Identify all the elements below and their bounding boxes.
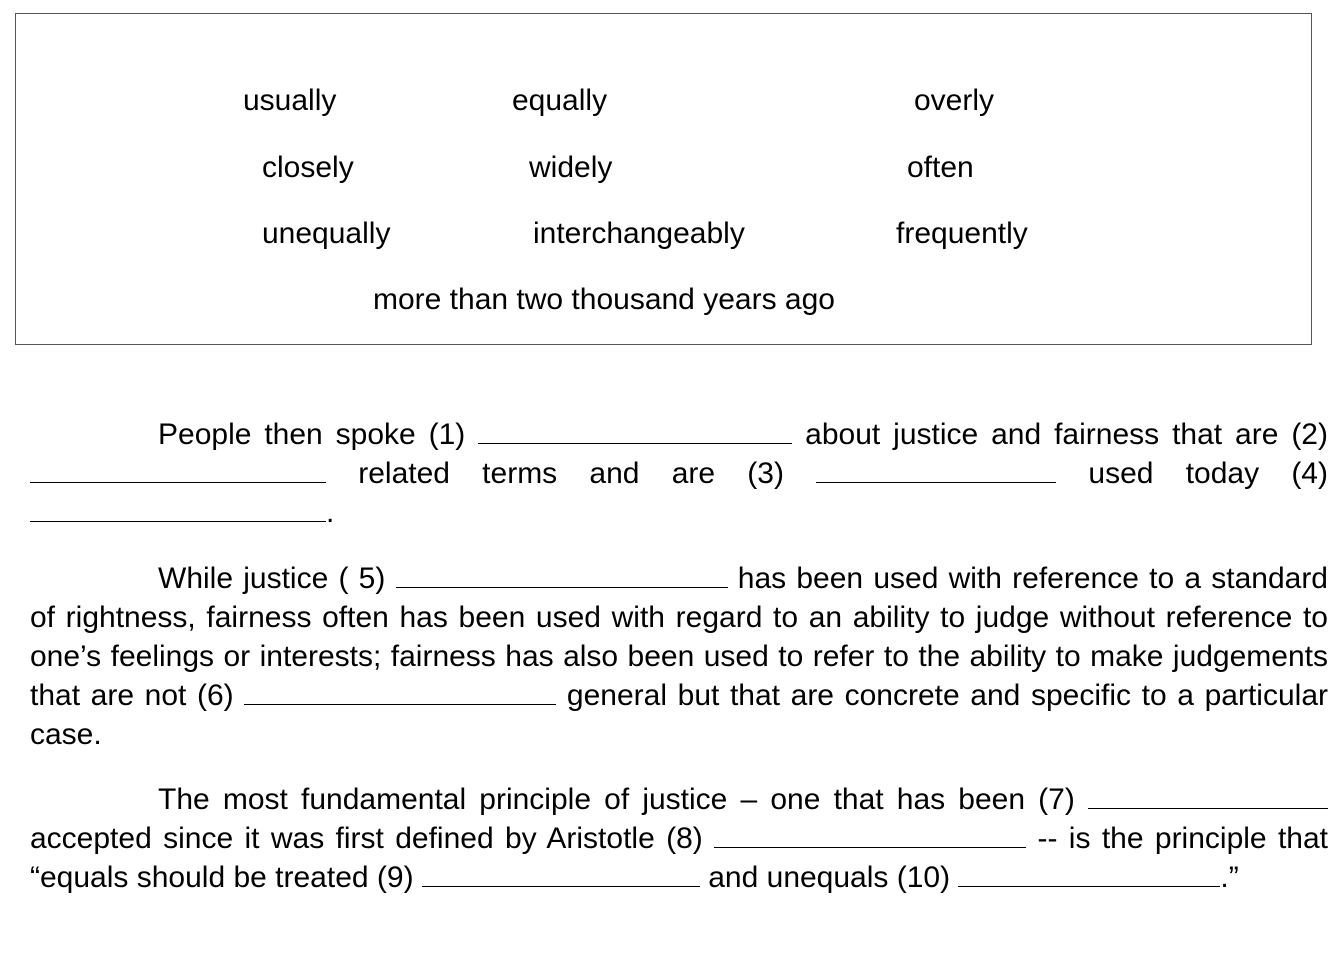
text-segment: and unequals (10) (699, 861, 959, 894)
answer-blank-3[interactable] (816, 456, 1056, 483)
paragraph-1 (30, 415, 1328, 532)
text-segment: While justice ( 5) (158, 562, 396, 595)
paragraph-2 (30, 559, 1328, 754)
text-segment: about justice and fairness that are (2) (792, 418, 1328, 451)
word-bank-item: overly (914, 84, 995, 117)
text-segment: general but that are concrete and specific to a particular case. (30, 679, 1329, 751)
text-segment: has been used with reference to a standard of rightness, fairness often has been used with regard to an ability to judge without reference to one’s feelings or interests; fairness has also been used to refer to the ability to make judgements that are not (6) (30, 562, 1328, 712)
word-bank-item: equally (512, 84, 608, 117)
word-bank-item: widely (529, 151, 613, 184)
answer-blank-5[interactable] (396, 561, 728, 588)
word-bank-item: usually (243, 84, 337, 117)
text-segment: used today (4) (1056, 457, 1328, 490)
word-bank-box (15, 13, 1312, 345)
answer-blank-10[interactable] (958, 860, 1220, 887)
paragraph-3 (30, 780, 1328, 897)
answer-blank-4[interactable] (30, 495, 326, 522)
answer-blank-1[interactable] (478, 417, 792, 444)
answer-blank-7[interactable] (1088, 782, 1328, 809)
text-segment: People then spoke (1) (158, 418, 479, 451)
word-bank-item: closely (262, 151, 354, 184)
word-bank-item: often (907, 151, 974, 184)
text-segment: The most fundamental principle of justice – one that has been (7) (158, 783, 1088, 816)
answer-blank-8[interactable] (714, 821, 1026, 848)
text-segment: accepted since it was first defined by Aristotle (8) (30, 822, 715, 855)
answer-blank-9[interactable] (422, 860, 700, 887)
answer-blank-6[interactable] (244, 678, 556, 705)
text-segment: .” (1220, 861, 1239, 894)
word-bank-item: frequently (896, 217, 1028, 250)
text-segment: -- is the principle that “equals should be treated (9) (30, 822, 1328, 894)
word-bank-item: more than two thousand years ago (373, 283, 835, 316)
text-segment: related terms and are (3) (326, 457, 817, 490)
word-bank-item: interchangeably (533, 217, 745, 250)
text-segment: . (326, 496, 335, 529)
answer-blank-2[interactable] (30, 456, 326, 483)
word-bank-item: unequally (262, 217, 391, 250)
